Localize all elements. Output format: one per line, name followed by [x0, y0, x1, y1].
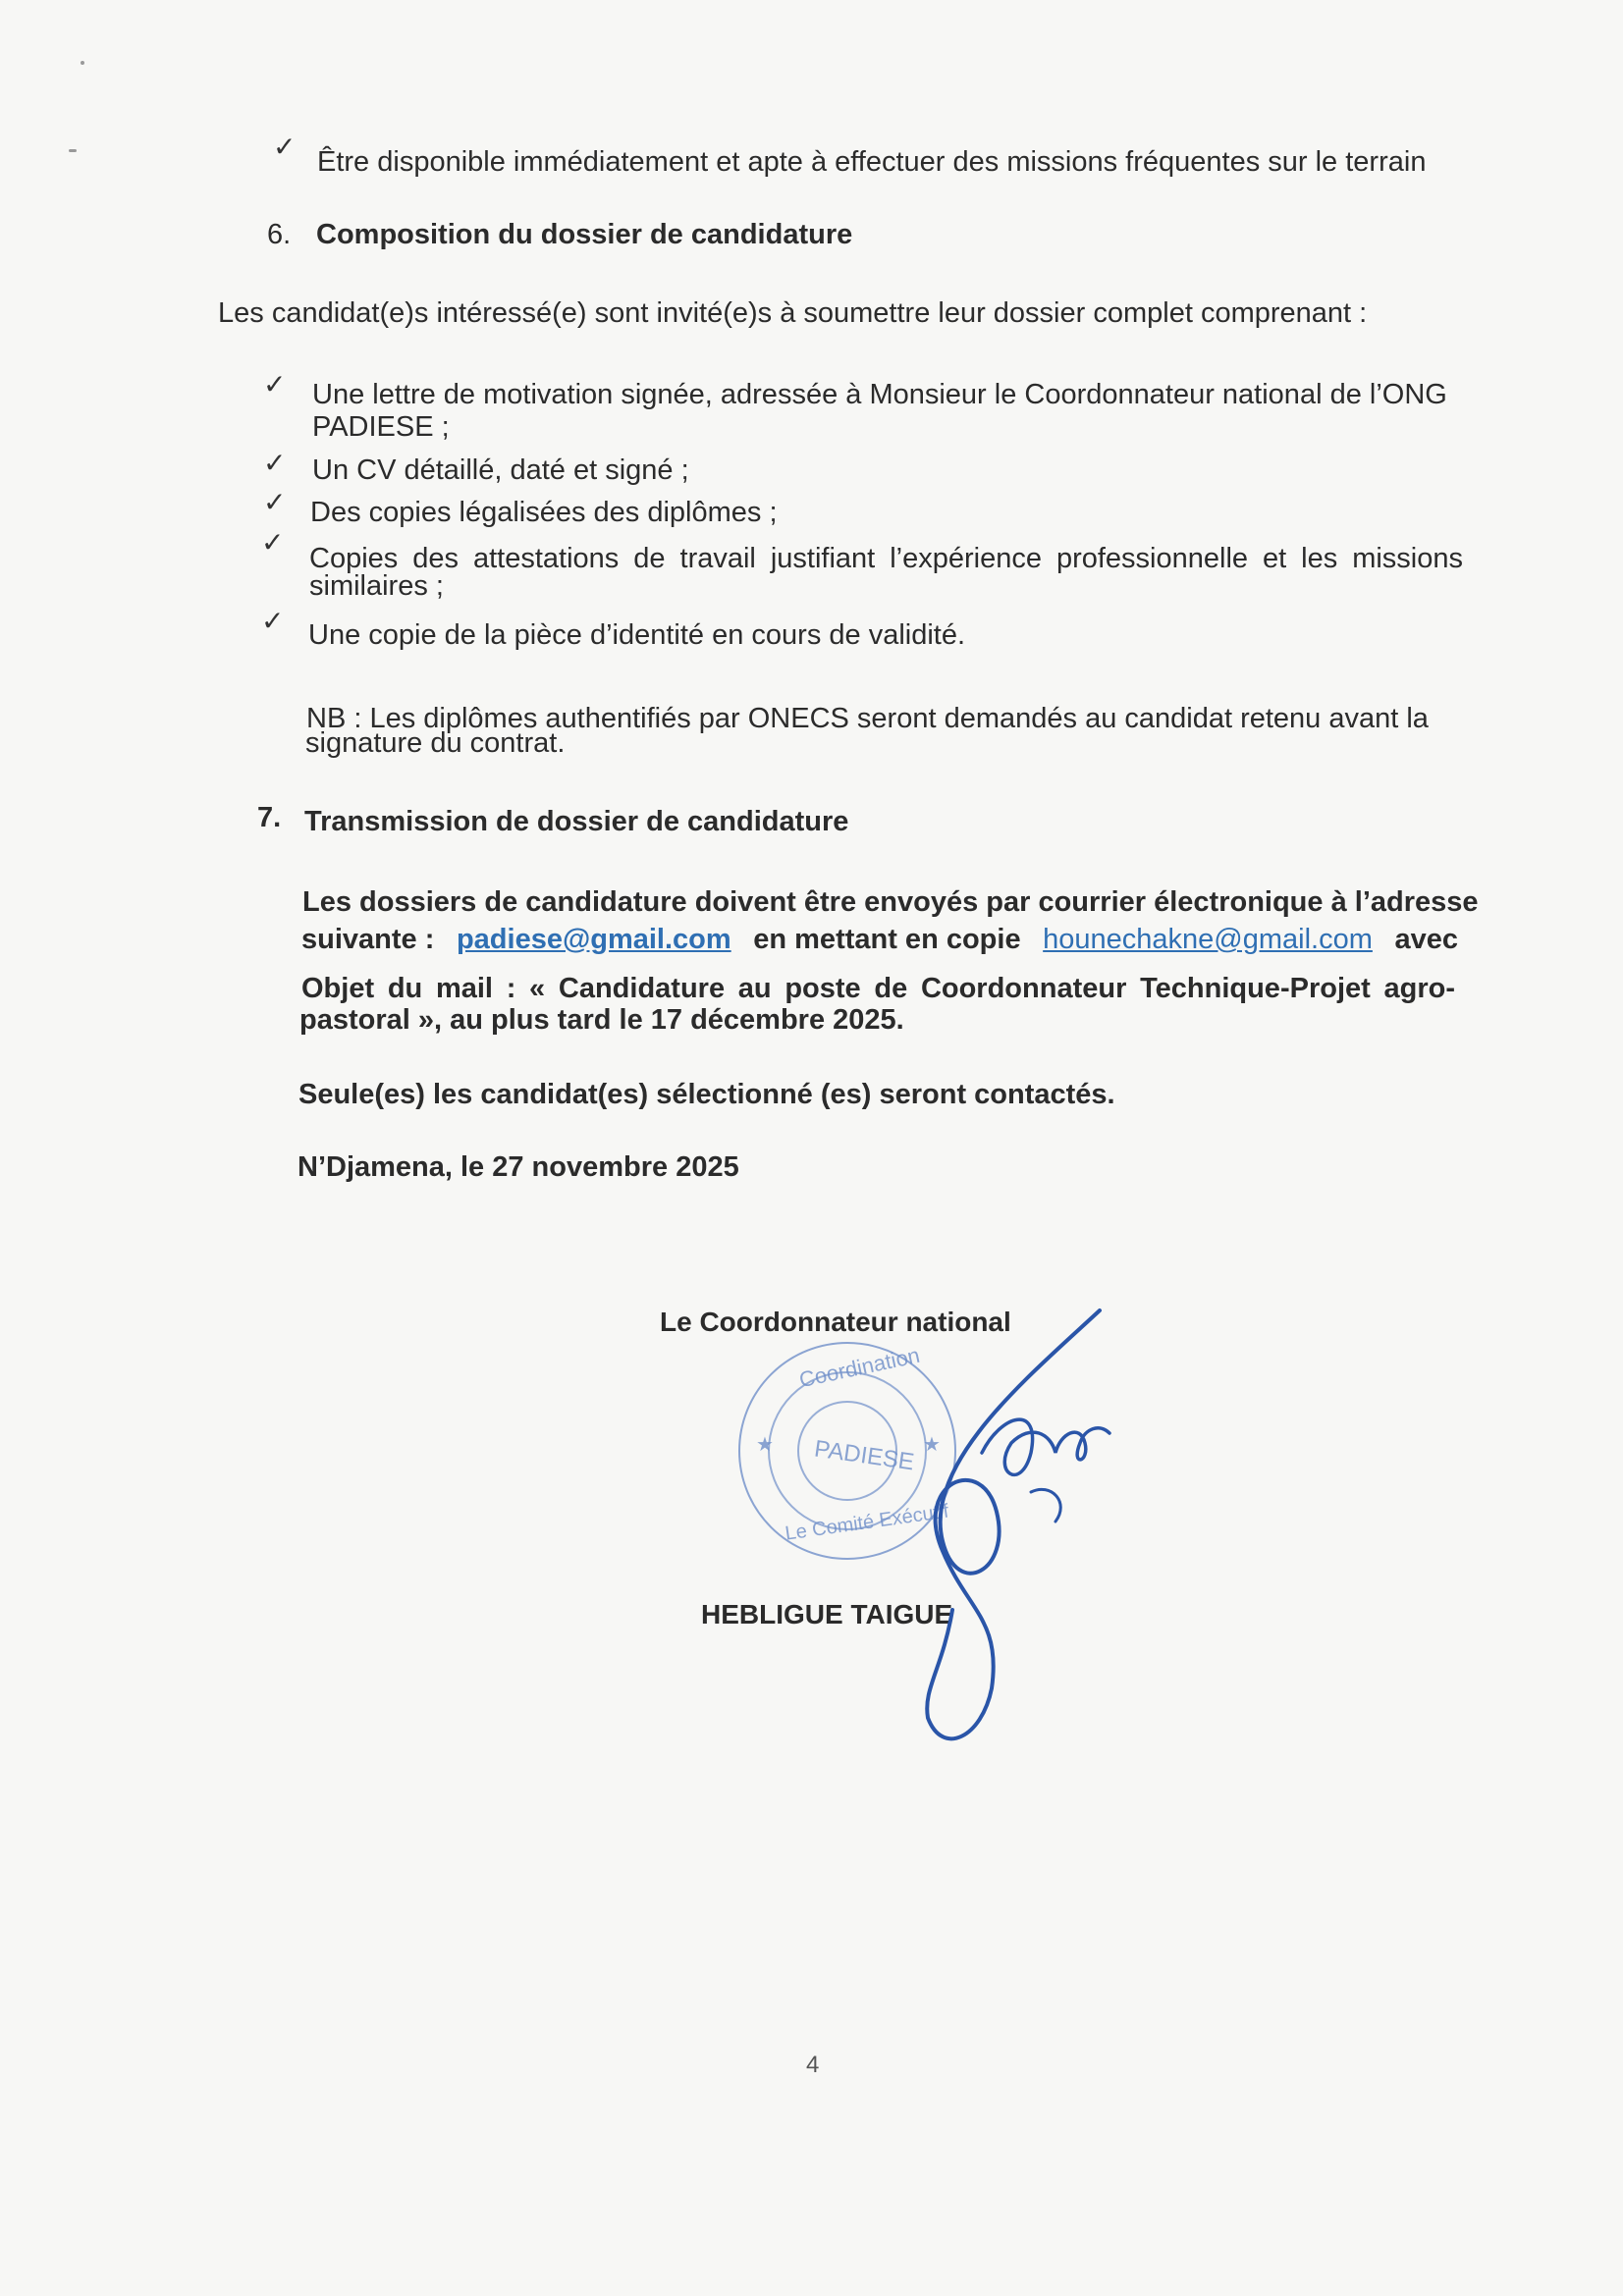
- text-fragment: avec: [1394, 924, 1458, 955]
- svg-text:Coordination: Coordination: [796, 1342, 922, 1393]
- handwritten-signature: [884, 1296, 1139, 1787]
- checkmark-icon: ✓: [263, 369, 287, 400]
- paragraph-line: Les dossiers de candidature doivent être envoyés par courrier électronique à l’adresse: [302, 886, 1479, 918]
- checkmark-icon: ✓: [263, 448, 287, 478]
- place-date: N’Djamena, le 27 novembre 2025: [298, 1151, 739, 1183]
- checkmark-icon: ✓: [261, 527, 285, 558]
- list-item-text: Copies des attestations de travail justifiant l’expérience professionnelle et les missions: [309, 543, 1463, 574]
- list-item-text: Une lettre de motivation signée, adressée à Monsieur le Coordonnateur national de l’ONG: [312, 379, 1447, 410]
- section-number: 7.: [257, 802, 282, 833]
- section-number: 6.: [267, 219, 292, 250]
- list-item-text: similaires ;: [309, 570, 444, 602]
- nb-note: signature du contrat.: [305, 727, 566, 759]
- svg-text:★: ★: [756, 1434, 774, 1456]
- nb-note: NB : Les diplômes authentifiés par ONECS seront demandés au candidat retenu avant la: [306, 703, 1429, 734]
- text-fragment: en mettant en copie: [753, 924, 1021, 955]
- checkmark-icon: ✓: [261, 606, 285, 636]
- list-item-text: Un CV détaillé, daté et signé ;: [312, 454, 689, 486]
- list-item-text: Des copies légalisées des diplômes ;: [310, 497, 778, 528]
- paragraph-line: pastoral », au plus tard le 17 décembre 2025.: [299, 1004, 904, 1036]
- email-link[interactable]: hounechakne@gmail.com: [1043, 924, 1373, 955]
- list-item-text: PADIESE ;: [312, 411, 450, 443]
- text-fragment: suivante :: [301, 924, 435, 955]
- page-number: 4: [806, 2052, 820, 2078]
- section-title: Composition du dossier de candidature: [316, 219, 853, 250]
- signatory-role: Le Coordonnateur national: [660, 1307, 1011, 1337]
- svg-text:PADIESE: PADIESE: [812, 1435, 916, 1476]
- checkmark-icon: ✓: [263, 487, 287, 517]
- scan-speck: [69, 149, 77, 152]
- svg-text:Le Comité Exécutif: Le Comité Exécutif: [784, 1500, 950, 1545]
- selection-note: Seule(es) les candidat(es) sélectionné (es) seront contactés.: [298, 1079, 1115, 1110]
- checkmark-icon: ✓: [273, 132, 297, 162]
- list-item-text: Une copie de la pièce d’identité en cours de validité.: [308, 619, 966, 651]
- scan-speck: [81, 61, 84, 65]
- bullet-text: Être disponible immédiatement et apte à effectuer des missions fréquentes sur le terrain: [317, 146, 1427, 178]
- paragraph-line: [301, 923, 1458, 956]
- paragraph-line: Objet du mail : « Candidature au poste de Coordonnateur Technique-Projet agro-: [301, 973, 1455, 1004]
- svg-text:★: ★: [923, 1434, 941, 1456]
- email-link[interactable]: padiese@gmail.com: [456, 924, 731, 955]
- intro-paragraph: Les candidat(e)s intéressé(e) sont invité(e)s à soumettre leur dossier complet comprenant :: [218, 297, 1368, 329]
- signatory-name: HEBLIGUE TAIGUE: [701, 1599, 953, 1629]
- section-title: Transmission de dossier de candidature: [304, 806, 849, 837]
